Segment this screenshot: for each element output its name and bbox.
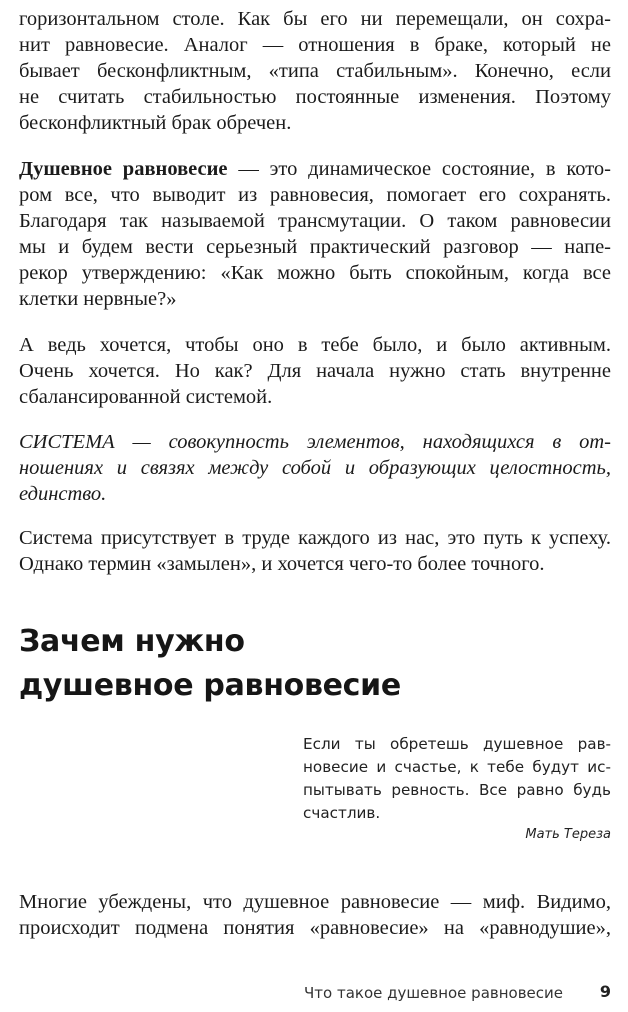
epigraph-author: Мать Тереза xyxy=(525,827,611,842)
defined-term: Душевное равновесие xyxy=(19,158,228,180)
page-footer xyxy=(19,983,611,1003)
text-line: ром все, что выводит из равновесия, помогает его сохранять. xyxy=(19,184,611,206)
text-line: Очень хочется. Но как? Для начала нужно стать внутренне xyxy=(19,360,611,382)
text-line: СИСТЕМА — совокупность элементов, находящихся в от- xyxy=(19,431,611,453)
text-line: горизонтальном столе. Как бы его ни перемещали, он сохра- xyxy=(19,8,611,30)
quote-line: счастлив. xyxy=(303,804,381,822)
text-line: рекор утверждению: «Как можно быть спокойным, когда все xyxy=(19,262,611,284)
quote-line: пытывать ревность. Все равно будь xyxy=(303,781,611,799)
text-line: клетки нервные?» xyxy=(19,288,177,310)
paragraph-balance-analogy xyxy=(19,6,611,136)
section-heading-line: душевное равновесие xyxy=(19,668,401,703)
quote-line: Если ты обретешь душевное рав- xyxy=(303,735,611,753)
text-line: Многие убеждены, что душевное равновесие — миф. Видимо, xyxy=(19,891,611,913)
paragraph-system-definition xyxy=(19,429,611,507)
text-line: Система присутствует в труде каждого из нас, это путь к успеху. xyxy=(19,527,611,549)
text-line: Благодаря так называемой трансмутации. О таком равновесии xyxy=(19,210,611,232)
text-line: нит равновесие. Аналог — отношения в браке, который не xyxy=(19,34,611,56)
definition-start: — это динамическое состояние, в кото- xyxy=(227,158,611,180)
paragraph-system-in-work xyxy=(19,525,611,577)
paragraph-definition xyxy=(19,156,611,312)
section-heading xyxy=(19,620,401,708)
text-line: Однако термин «замылен», и хочется чего-то более точного. xyxy=(19,553,545,575)
section-heading-line: Зачем нужно xyxy=(19,624,245,659)
paragraph-desire xyxy=(19,332,611,410)
text-line: бесконфликтный брак обречен. xyxy=(19,112,292,134)
text-line xyxy=(19,156,611,182)
text-line: сбалансированной системой. xyxy=(19,386,273,408)
page-number: 9 xyxy=(599,982,611,1001)
running-title: Что такое душевное равновесие xyxy=(304,984,563,1002)
paragraph-myth xyxy=(19,889,611,941)
text-line: мы и будем вести серьезный практический разговор — напе- xyxy=(19,236,611,258)
epigraph-quote xyxy=(303,733,611,825)
text-line: не считать стабильностью постоянные изменения. Поэтому xyxy=(19,86,611,108)
text-line: ношениях и связях между собой и образующих целостность, xyxy=(19,457,611,479)
text-line: бывает бесконфликтным, «типа стабильным». Конечно, если xyxy=(19,60,611,82)
text-line: А ведь хочется, чтобы оно в тебе было, и было активным. xyxy=(19,334,611,356)
text-line: происходит подмена понятия «равновесие» на «равнодушие», xyxy=(19,917,611,939)
quote-line: новесие и счастье, к тебе будут ис- xyxy=(303,758,611,776)
text-line: единство. xyxy=(19,483,107,505)
